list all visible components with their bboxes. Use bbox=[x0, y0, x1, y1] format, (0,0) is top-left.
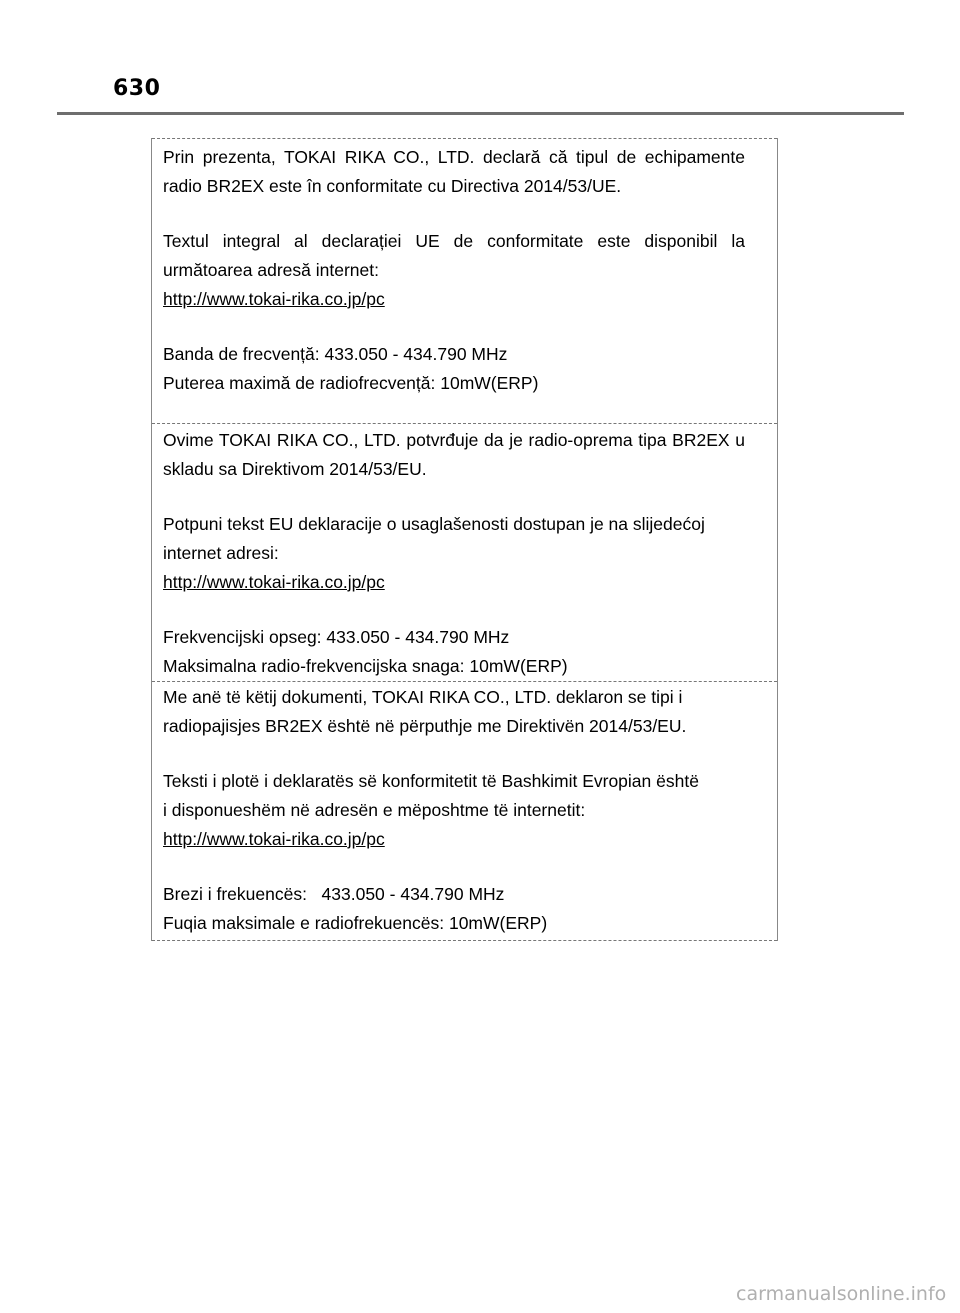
declaration-text-line2: radiopajisjes BR2EX është në përputhje me Direktivën 2014/53/EU. bbox=[163, 716, 687, 736]
max-power: Fuqia maksimale e radiofrekuencës: 10mW(ERP) bbox=[163, 913, 548, 933]
full-text-notice: Potpuni tekst EU deklaracije o usaglašenosti dostupan je na slijedećoj internet adresi: bbox=[163, 514, 705, 563]
declaration-url-link[interactable]: http://www.tokai-rika.co.jp/pc bbox=[163, 829, 385, 849]
declaration-text-line1: Me anë të këtij dokumenti, TOKAI RIKA CO., LTD. deklaron se tipi i bbox=[163, 687, 683, 707]
declaration-url-link[interactable]: http://www.tokai-rika.co.jp/pc bbox=[163, 572, 385, 592]
section-romanian bbox=[163, 143, 745, 398]
watermark: carmanualsonline.info bbox=[736, 1283, 947, 1305]
frequency-band: Brezi i frekuencës: 433.050 - 434.790 MHz bbox=[163, 884, 505, 904]
frequency-band: Banda de frecvență: 433.050 - 434.790 MHz bbox=[163, 344, 508, 364]
header-rule bbox=[57, 112, 904, 115]
declaration-url-link[interactable]: http://www.tokai-rika.co.jp/pc bbox=[163, 289, 385, 309]
full-text-notice: Textul integral al declarației UE de conformitate este disponibil la următoarea adresă internet: bbox=[163, 231, 745, 280]
full-text-notice-line2: i disponueshëm në adresën e mëposhtme të internetit: bbox=[163, 800, 586, 820]
section-divider bbox=[152, 423, 777, 424]
section-croatian bbox=[163, 426, 745, 681]
section-divider bbox=[152, 681, 777, 682]
frequency-band: Frekvencijski opseg: 433.050 - 434.790 MHz bbox=[163, 627, 510, 647]
section-albanian bbox=[163, 683, 745, 938]
max-power: Puterea maximă de radiofrecvență: 10mW(ERP) bbox=[163, 373, 539, 393]
section-divider-bottom bbox=[152, 940, 777, 941]
declaration-text: Prin prezenta, TOKAI RIKA CO., LTD. declară că tipul de echipamente radio BR2EX este în conformitate cu Directiva 2014/53/UE. bbox=[163, 147, 745, 196]
declaration-box bbox=[151, 138, 778, 941]
full-text-notice-line1: Teksti i plotë i deklaratës së konformitetit të Bashkimit Evropian është bbox=[163, 771, 699, 791]
declaration-text: Ovime TOKAI RIKA CO., LTD. potvrđuje da je radio-oprema tipa BR2EX u skladu sa Direktivom 2014/53/EU. bbox=[163, 430, 745, 479]
max-power: Maksimalna radio-frekvencijska snaga: 10mW(ERP) bbox=[163, 656, 568, 676]
section-divider-top bbox=[152, 138, 777, 139]
page-number: 630 bbox=[113, 76, 161, 101]
